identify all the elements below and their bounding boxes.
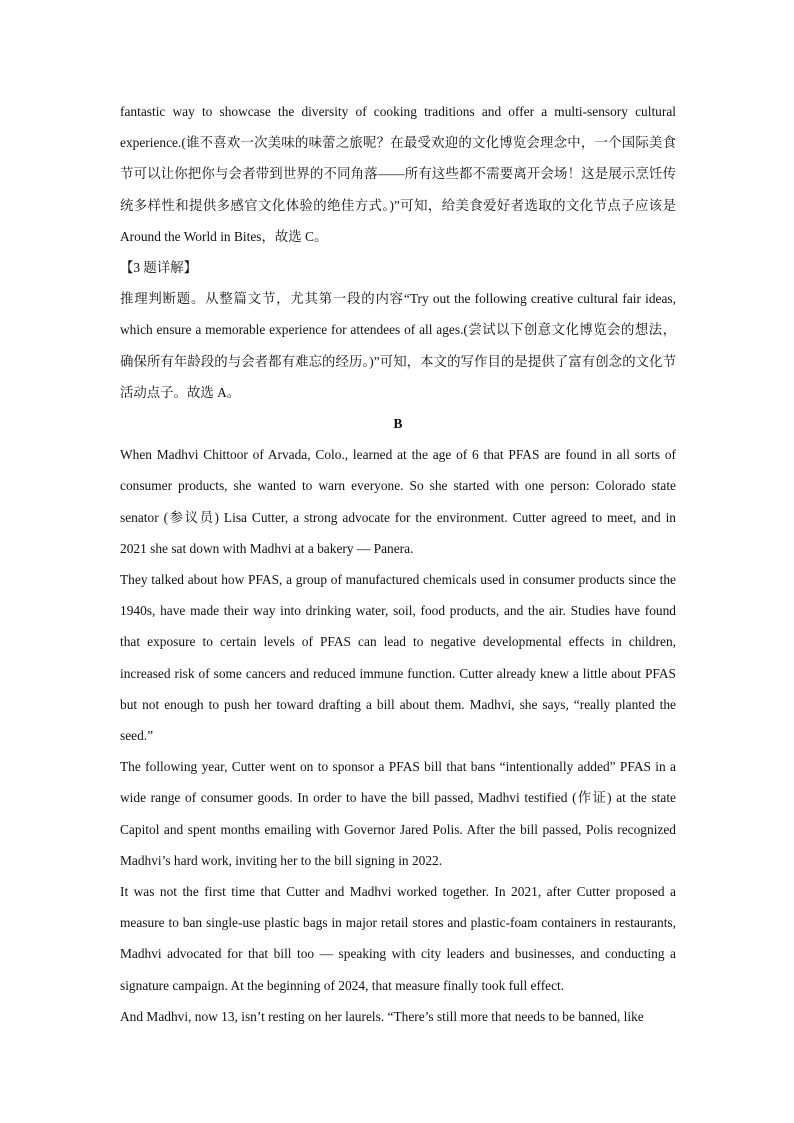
passage-paragraph: It was not the first time that Cutter and Madhvi worked together. In 2021, after Cutter proposed a measure to ban single-use plastic bags in major retail stores and plastic-foam containers in restaurants, Madhvi advocated for that bill too — speaking with city leaders and businesses, and conducting a signature campaign. At the beginning of 2024, that measure finally took full effect. [120,884,676,993]
passage-paragraph: And Madhvi, now 13, isn’t resting on her laurels. “There’s still more that needs to be banned, like [120,1008,644,1024]
question-3-heading: 【3 题详解】 [120,260,197,276]
passage-paragraph: When Madhvi Chittoor of Arvada, Colo., learned at the age of 6 that PFAS are found in all sorts of consumer products, she wanted to warn everyone. So she started with one person: Colorado state senator (参议员) Lisa Cutter, a strong advocate for the environment. Cutter agreed to meet, and in 2021 she sat down with Madhvi at a bakery — Panera. [120,447,676,556]
explanation-paragraph-continued: fantastic way to showcase the diversity of cooking traditions and offer a multi-sensory cultural experience.(谁不喜欢一次美味的味蕾之旅呢？在最受欢迎的文化博览会理念中，一个国际美食节可以让你把你与会者带到世界的不同角落——所有这些都不需要离开会场！这是展示烹饪传统多样性和提供多感官文化体验的绝佳方式。)”可知，给美食爱好者选取的文化节点子应该是 Around the World in Bites，故选 C。 [120,104,676,244]
document-page [120,96,676,1032]
passage-paragraph: The following year, Cutter went on to sponsor a PFAS bill that bans “intentionally added” PFAS in a wide range of consumer goods. In order to have the bill passed, Madhvi testified (作证) at the state Capitol and spent months emailing with Governor Jared Polis. After the bill passed, Polis recognized Madhvi’s hard work, inviting her to the bill signing in 2022. [120,759,676,868]
explanation-paragraph-q3: 推理判断题。从整篇文节，尤其第一段的内容“Try out the following creative cultural fair ideas, which ensure a memorable experience for attendees of all ages.(尝试以下创意文化博览会的想法，确保所有年龄段的与会者都有难忘的经历。)”可知，本文的写作目的是提供了富有创念的文化节活动点子。故选 A。 [120,291,676,400]
section-label: B [393,416,403,432]
passage-paragraph: They talked about how PFAS, a group of manufactured chemicals used in consumer products since the 1940s, have made their way into drinking water, soil, food products, and the air. Studies have found that exposure to certain levels of PFAS can lead to negative developmental effects in children, increased risk of some cancers and reduced immune function. Cutter already knew a little about PFAS but not enough to push her toward drafting a bill about them. Madhvi, she says, “really planted the seed.” [120,572,676,744]
